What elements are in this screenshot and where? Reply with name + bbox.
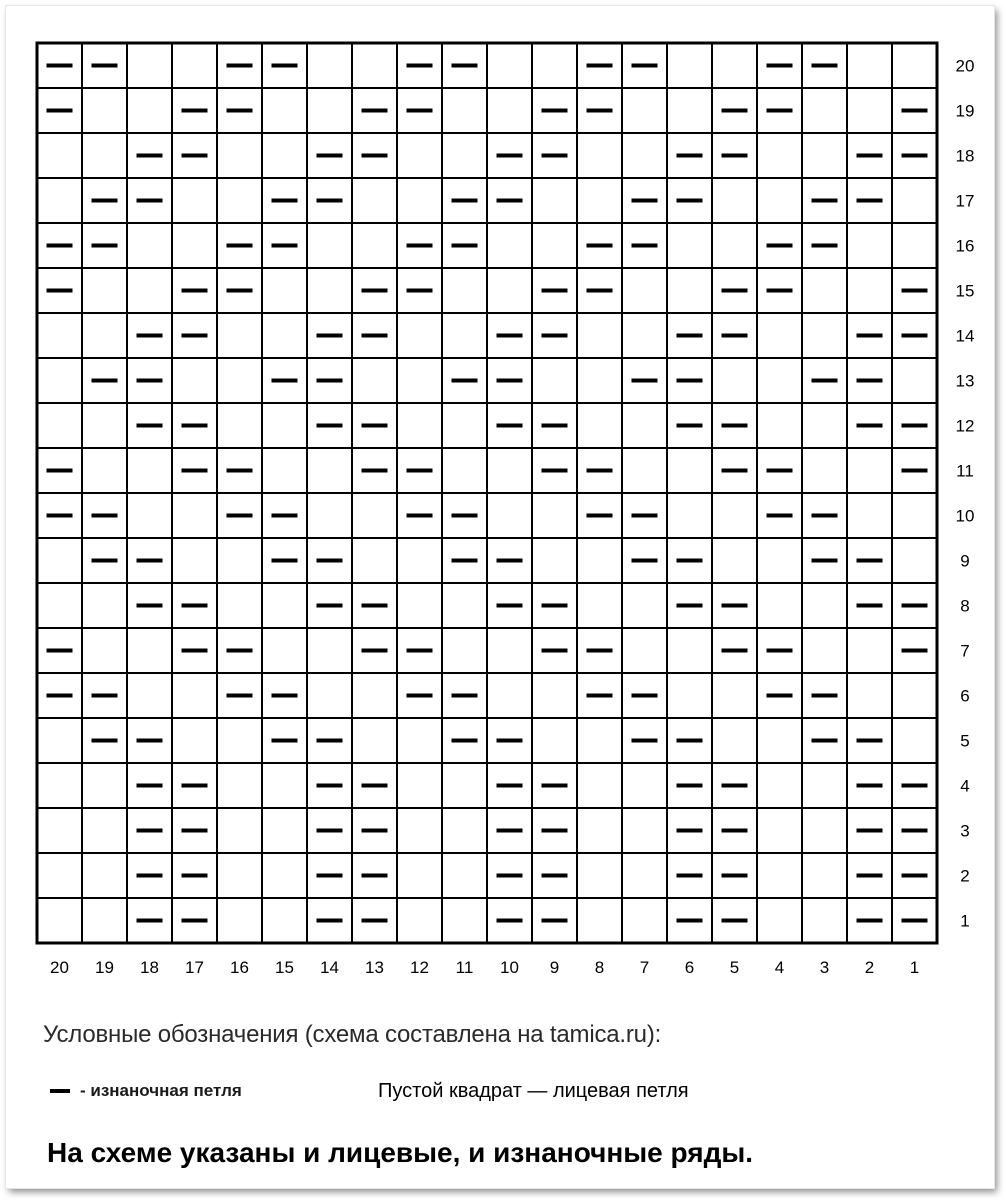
purl-mark <box>902 829 928 833</box>
column-number-label: 2 <box>864 958 875 977</box>
purl-mark <box>407 649 433 653</box>
column-number-label: 14 <box>320 958 339 977</box>
purl-mark <box>497 739 523 743</box>
row-number-label: 4 <box>960 776 970 796</box>
purl-mark <box>857 424 883 428</box>
purl-mark <box>902 289 928 293</box>
purl-mark <box>677 874 703 878</box>
purl-mark <box>767 289 793 293</box>
purl-mark <box>677 829 703 833</box>
purl-mark <box>632 64 658 68</box>
purl-mark <box>272 559 298 563</box>
purl-mark <box>227 694 253 698</box>
purl-mark <box>722 424 748 428</box>
purl-mark <box>92 514 118 518</box>
purl-mark <box>137 199 163 203</box>
purl-mark <box>497 334 523 338</box>
purl-mark <box>272 514 298 518</box>
purl-mark <box>407 109 433 113</box>
purl-mark <box>317 829 343 833</box>
purl-mark <box>857 919 883 923</box>
purl-mark <box>902 469 928 473</box>
purl-mark <box>362 919 388 923</box>
purl-mark <box>452 739 478 743</box>
purl-mark <box>857 784 883 788</box>
purl-mark <box>677 334 703 338</box>
purl-mark <box>272 199 298 203</box>
row-number-label: 10 <box>955 506 975 526</box>
purl-mark <box>137 379 163 383</box>
purl-mark <box>92 739 118 743</box>
purl-mark <box>722 334 748 338</box>
purl-mark <box>722 874 748 878</box>
purl-mark <box>407 514 433 518</box>
purl-mark <box>227 244 253 248</box>
purl-mark <box>902 649 928 653</box>
column-number-label: 16 <box>230 958 249 977</box>
purl-mark <box>497 784 523 788</box>
purl-mark <box>587 649 613 653</box>
purl-mark <box>722 829 748 833</box>
column-number-label: 5 <box>729 958 740 977</box>
purl-mark <box>47 244 73 248</box>
purl-mark <box>722 469 748 473</box>
column-number-label: 20 <box>50 958 69 977</box>
purl-mark <box>182 154 208 158</box>
purl-mark <box>272 244 298 248</box>
purl-mark <box>47 289 73 293</box>
purl-mark <box>182 604 208 608</box>
purl-mark <box>767 469 793 473</box>
purl-mark <box>317 559 343 563</box>
column-number-label: 1 <box>909 958 920 977</box>
row-number-label: 19 <box>955 101 975 121</box>
column-number-label: 4 <box>774 958 785 977</box>
purl-mark <box>47 649 73 653</box>
purl-mark <box>362 829 388 833</box>
purl-mark <box>857 559 883 563</box>
purl-mark <box>677 379 703 383</box>
purl-mark <box>227 649 253 653</box>
purl-mark <box>137 739 163 743</box>
purl-mark <box>857 874 883 878</box>
purl-mark <box>92 199 118 203</box>
purl-mark <box>587 244 613 248</box>
purl-mark <box>812 739 838 743</box>
row-number-label: 6 <box>960 686 970 706</box>
purl-mark <box>497 559 523 563</box>
knit-legend-label: Пустой квадрат — лицевая петля <box>378 1080 689 1102</box>
purl-mark <box>497 154 523 158</box>
purl-mark <box>182 784 208 788</box>
column-number-label: 12 <box>410 958 429 977</box>
purl-mark <box>767 244 793 248</box>
row-number-label: 15 <box>955 281 975 301</box>
purl-mark <box>317 874 343 878</box>
purl-mark <box>137 334 163 338</box>
purl-mark <box>857 379 883 383</box>
purl-mark <box>317 919 343 923</box>
row-number-label: 8 <box>960 596 970 616</box>
purl-legend <box>50 1081 242 1101</box>
purl-mark <box>587 514 613 518</box>
purl-mark <box>542 469 568 473</box>
purl-mark <box>452 694 478 698</box>
purl-mark <box>317 784 343 788</box>
purl-mark <box>137 919 163 923</box>
purl-mark <box>137 874 163 878</box>
purl-mark <box>362 604 388 608</box>
purl-mark <box>272 739 298 743</box>
purl-mark <box>902 874 928 878</box>
purl-mark <box>497 604 523 608</box>
purl-mark <box>182 334 208 338</box>
purl-mark <box>92 64 118 68</box>
chart-note: На схеме указаны и лицевые, и изнаночные ряды. <box>47 1137 754 1168</box>
purl-mark <box>722 784 748 788</box>
purl-mark <box>542 604 568 608</box>
purl-mark <box>767 109 793 113</box>
purl-mark <box>542 154 568 158</box>
purl-mark <box>182 649 208 653</box>
purl-mark <box>137 829 163 833</box>
column-number-label: 8 <box>594 958 605 977</box>
purl-mark <box>812 514 838 518</box>
row-number-label: 1 <box>960 911 970 931</box>
purl-mark <box>542 334 568 338</box>
purl-mark <box>632 739 658 743</box>
purl-mark <box>92 694 118 698</box>
purl-mark <box>92 559 118 563</box>
purl-mark <box>452 199 478 203</box>
purl-mark <box>317 199 343 203</box>
purl-mark <box>362 469 388 473</box>
purl-mark <box>857 829 883 833</box>
purl-mark <box>137 559 163 563</box>
purl-mark <box>812 244 838 248</box>
row-number-label: 17 <box>955 191 975 211</box>
purl-mark <box>677 559 703 563</box>
purl-mark <box>722 604 748 608</box>
purl-mark <box>497 874 523 878</box>
purl-mark <box>812 199 838 203</box>
row-number-label: 11 <box>956 461 974 481</box>
purl-mark <box>362 424 388 428</box>
purl-mark <box>182 874 208 878</box>
legend-title: Условные обозначения (схема составлена на tamica.ru): <box>43 1021 662 1048</box>
purl-mark <box>317 424 343 428</box>
purl-mark <box>587 694 613 698</box>
purl-mark <box>767 64 793 68</box>
purl-mark <box>227 469 253 473</box>
chart-card <box>6 6 994 1188</box>
purl-mark <box>722 919 748 923</box>
purl-mark <box>587 64 613 68</box>
purl-mark <box>407 469 433 473</box>
purl-legend-label: - изнаночная петля <box>80 1081 242 1100</box>
purl-mark <box>137 604 163 608</box>
column-number-label: 18 <box>140 958 159 977</box>
purl-mark <box>857 604 883 608</box>
purl-mark <box>317 334 343 338</box>
purl-mark <box>587 469 613 473</box>
purl-mark <box>47 469 73 473</box>
purl-mark <box>407 64 433 68</box>
purl-mark <box>542 829 568 833</box>
column-number-label: 17 <box>185 958 204 977</box>
purl-mark <box>407 694 433 698</box>
purl-mark <box>137 154 163 158</box>
purl-mark <box>632 199 658 203</box>
purl-mark <box>47 694 73 698</box>
purl-mark <box>677 424 703 428</box>
purl-mark <box>362 874 388 878</box>
row-number-label: 18 <box>955 146 975 166</box>
purl-mark <box>902 919 928 923</box>
purl-mark <box>317 154 343 158</box>
row-number-label: 5 <box>960 731 970 751</box>
purl-mark <box>497 199 523 203</box>
purl-mark <box>182 289 208 293</box>
purl-mark <box>902 334 928 338</box>
row-number-label: 3 <box>960 821 970 841</box>
purl-mark <box>857 334 883 338</box>
purl-mark <box>227 109 253 113</box>
purl-mark <box>677 154 703 158</box>
purl-mark <box>677 919 703 923</box>
purl-mark <box>92 379 118 383</box>
purl-mark <box>47 109 73 113</box>
purl-mark <box>137 424 163 428</box>
row-number-label: 16 <box>955 236 975 256</box>
column-number-label: 13 <box>365 958 384 977</box>
row-number-label: 20 <box>955 56 975 76</box>
purl-mark <box>137 784 163 788</box>
purl-mark <box>542 919 568 923</box>
purl-mark <box>722 289 748 293</box>
purl-mark <box>497 919 523 923</box>
purl-mark <box>812 64 838 68</box>
purl-mark <box>362 154 388 158</box>
purl-mark <box>902 109 928 113</box>
purl-mark <box>632 559 658 563</box>
purl-mark <box>47 514 73 518</box>
purl-mark <box>632 244 658 248</box>
knitting-chart <box>6 6 1000 1006</box>
purl-mark <box>542 424 568 428</box>
column-number-label: 11 <box>455 958 474 977</box>
purl-mark <box>362 334 388 338</box>
row-number-label: 9 <box>960 551 970 571</box>
purl-mark <box>362 649 388 653</box>
purl-mark <box>362 109 388 113</box>
purl-mark <box>497 424 523 428</box>
purl-mark <box>317 604 343 608</box>
purl-mark <box>767 694 793 698</box>
purl-mark <box>632 694 658 698</box>
purl-mark <box>497 829 523 833</box>
purl-mark <box>857 199 883 203</box>
purl-mark <box>542 649 568 653</box>
purl-mark <box>812 379 838 383</box>
purl-mark <box>767 514 793 518</box>
column-number-label: 7 <box>639 958 650 977</box>
purl-mark <box>677 199 703 203</box>
column-number-label: 6 <box>684 958 695 977</box>
purl-mark <box>407 244 433 248</box>
purl-mark <box>92 244 118 248</box>
purl-mark <box>182 919 208 923</box>
column-number-label: 15 <box>275 958 294 977</box>
purl-mark <box>362 289 388 293</box>
purl-mark <box>452 379 478 383</box>
purl-mark <box>182 109 208 113</box>
purl-mark <box>677 604 703 608</box>
purl-mark <box>587 289 613 293</box>
purl-mark <box>272 64 298 68</box>
purl-mark <box>857 154 883 158</box>
purl-mark <box>902 424 928 428</box>
column-number-label: 19 <box>95 958 114 977</box>
purl-mark <box>227 289 253 293</box>
purl-dash-icon <box>50 1089 70 1093</box>
purl-mark <box>542 289 568 293</box>
purl-mark <box>722 649 748 653</box>
column-number-label: 3 <box>819 958 830 977</box>
purl-mark <box>542 874 568 878</box>
purl-mark <box>632 379 658 383</box>
purl-mark <box>47 64 73 68</box>
row-number-label: 14 <box>955 326 975 346</box>
purl-mark <box>227 64 253 68</box>
purl-mark <box>857 739 883 743</box>
purl-mark <box>497 379 523 383</box>
purl-mark <box>902 154 928 158</box>
row-number-label: 7 <box>960 641 970 661</box>
purl-mark <box>902 784 928 788</box>
purl-mark <box>767 649 793 653</box>
purl-mark <box>812 694 838 698</box>
purl-mark <box>902 604 928 608</box>
purl-mark <box>812 559 838 563</box>
purl-mark <box>677 739 703 743</box>
purl-mark <box>722 109 748 113</box>
purl-mark <box>452 514 478 518</box>
purl-mark <box>362 784 388 788</box>
purl-mark <box>542 784 568 788</box>
purl-mark <box>227 514 253 518</box>
purl-mark <box>542 109 568 113</box>
purl-mark <box>182 424 208 428</box>
row-number-label: 12 <box>955 416 975 436</box>
row-number-label: 2 <box>960 866 970 886</box>
purl-mark <box>452 64 478 68</box>
purl-mark <box>272 379 298 383</box>
purl-mark <box>677 784 703 788</box>
purl-mark <box>272 694 298 698</box>
purl-mark <box>587 109 613 113</box>
purl-mark <box>452 244 478 248</box>
purl-mark <box>722 154 748 158</box>
row-number-label: 13 <box>955 371 975 391</box>
column-number-label: 9 <box>549 958 560 977</box>
purl-mark <box>317 739 343 743</box>
purl-mark <box>182 829 208 833</box>
purl-mark <box>407 289 433 293</box>
column-number-label: 10 <box>500 958 519 977</box>
purl-mark <box>317 379 343 383</box>
purl-mark <box>182 469 208 473</box>
purl-mark <box>452 559 478 563</box>
purl-mark <box>632 514 658 518</box>
